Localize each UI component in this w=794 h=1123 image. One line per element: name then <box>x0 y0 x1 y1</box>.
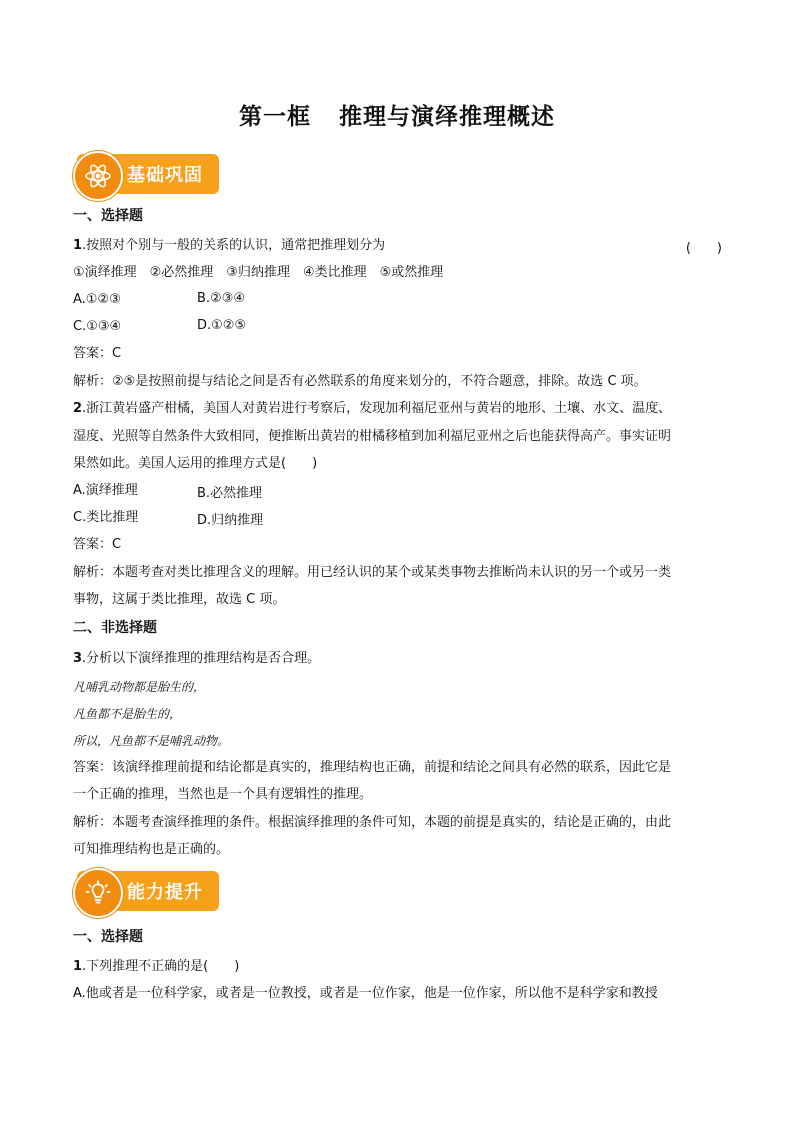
question-number: 3 <box>73 651 83 666</box>
section-heading: 二、非选择题 <box>73 620 157 636</box>
option-d: D.归纳推理 <box>197 513 264 528</box>
question-number: 2 <box>73 401 83 416</box>
question-2 <box>73 400 671 418</box>
title-part2: 推理与演绎推理概述 <box>339 103 555 130</box>
question-text: 湿度、光照等自然条件大致相同，便推断出黄岩的柑橘移植到加利福尼亚州之后也能获得高产。事实证明 <box>73 429 672 444</box>
question-1 <box>73 237 385 255</box>
option-d: D.①②⑤ <box>197 318 247 333</box>
analysis-text: 解析：本题考查演绎推理的条件。根据演绎推理的条件可知，本题的前提是真实的，结论是正确的，由此 <box>73 815 672 830</box>
option-c: C.类比推理 <box>73 510 139 525</box>
basic-consolidation-badge <box>77 154 219 194</box>
conclusion-line: 所以，凡鱼都不是哺乳动物。 <box>73 734 230 748</box>
badge-label: 基础巩固 <box>127 165 203 186</box>
premise-line: 凡鱼都不是胎生的， <box>73 707 182 721</box>
option-b: B.必然推理 <box>197 486 263 501</box>
question-text: .下列推理不正确的是( ) <box>82 959 240 974</box>
atom-icon <box>73 151 123 201</box>
section-heading: 一、选择题 <box>73 208 143 224</box>
title-part1: 第一框 <box>239 103 311 130</box>
section-heading: 一、选择题 <box>73 929 143 945</box>
option-a: A.①②③ <box>73 292 121 307</box>
option-a: A.演绎推理 <box>73 483 138 498</box>
analysis-text: 解析：②⑤是按照前提与结论之间是否有必然联系的角度来划分的，不符合题意，排除。故选 C 项。 <box>73 374 647 389</box>
answer-paren: ( ) <box>685 241 722 256</box>
lightbulb-icon <box>73 868 123 918</box>
answer-text: 答案：C <box>73 346 122 361</box>
option-c: C.①③④ <box>73 319 122 334</box>
question-items: ①演绎推理 ②必然推理 ③归纳推理 ④类比推理 ⑤或然推理 <box>73 265 444 280</box>
analysis-text: 事物，这属于类比推理，故选 C 项。 <box>73 592 286 607</box>
question-1b <box>73 958 239 976</box>
question-3 <box>73 650 320 668</box>
answer-text: 答案：该演绎推理前提和结论都是真实的，推理结构也正确，前提和结论之间具有必然的联系，因此它是 <box>73 760 672 775</box>
badge-label: 能力提升 <box>127 882 203 903</box>
answer-text: 一个正确的推理，当然也是一个具有逻辑性的推理。 <box>73 787 373 802</box>
analysis-text: 解析：本题考查对类比推理含义的理解。用已经认识的某个或某类事物去推断尚未认识的另一个或另一类 <box>73 565 672 580</box>
question-text: .分析以下演绎推理的推理结构是否合理。 <box>82 651 321 666</box>
question-number: 1 <box>73 959 83 974</box>
question-text: .浙江黄岩盛产柑橘，美国人对黄岩进行考察后，发现加利福尼亚州与黄岩的地形、土壤、水文、温度、 <box>82 401 672 416</box>
answer-text: 答案：C <box>73 537 122 552</box>
question-text: .按照对个别与一般的关系的认识，通常把推理划分为 <box>82 238 386 253</box>
premise-line: 凡哺乳动物都是胎生的， <box>73 680 206 694</box>
option-a: A.他或者是一位科学家，或者是一位教授，或者是一位作家，他是一位作家，所以他不是科学家和教授 <box>73 986 658 1001</box>
ability-improvement-badge <box>77 871 219 911</box>
analysis-text: 可知推理结构也是正确的。 <box>73 842 230 857</box>
page-title <box>0 98 794 131</box>
question-text: 果然如此。美国人运用的推理方式是( ) <box>73 456 318 471</box>
option-b: B.②③④ <box>197 291 246 306</box>
question-number: 1 <box>73 238 83 253</box>
